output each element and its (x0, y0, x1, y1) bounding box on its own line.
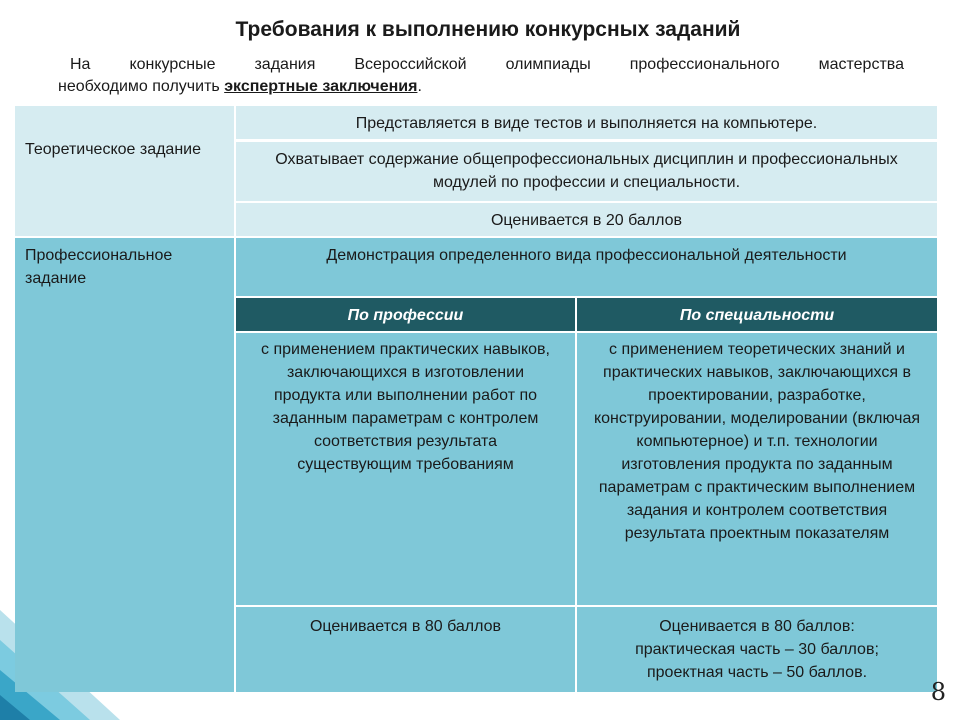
intro-line-1: На конкурсные задания Всероссийской олимпиады профессионального мастерства (70, 56, 904, 73)
page-number: 8 (930, 678, 946, 706)
theory-format-cell: Представляется в виде тестов и выполняется на компьютере. (236, 106, 937, 139)
theory-label-cell (15, 106, 234, 236)
profession-score-cell: Оценивается в 80 баллов (236, 607, 575, 692)
intro-paragraph (58, 54, 904, 98)
theory-label: Теоретическое задание (25, 141, 201, 158)
intro-line-2: необходимо получить экспертные заключения. (58, 78, 422, 95)
expert-conclusions-text: экспертные заключения (224, 78, 418, 95)
profession-description-cell: с применением практических навыков, заключающихся в изготовлении продукта или выполнении работ по заданным параметрам с контролем соответствия результата существующим требованиям (236, 333, 575, 605)
professional-label-cell (15, 238, 234, 692)
specialty-description-cell: с применением теоретических знаний и практических навыков, заключающихся в проектировании, разработке, конструировании, моделировании (включая компьютерное) и т.п. технологии изготовления продукта по заданным параметрам с практическим выполнением задания и контролем соответствия результата проектным показателям (577, 333, 937, 605)
column-header-specialty: По специальности (577, 298, 937, 331)
theory-score-cell: Оценивается в 20 баллов (236, 203, 937, 236)
page-title: Требования к выполнению конкурсных заданий (235, 18, 741, 41)
specialty-score-cell: Оценивается в 80 баллов: практическая часть – 30 баллов; проектная часть – 50 баллов. (577, 607, 937, 692)
professional-description-cell: Демонстрация определенного вида профессиональной деятельности (236, 238, 937, 296)
column-header-profession: По профессии (236, 298, 575, 331)
theory-content-cell: Охватывает содержание общепрофессиональных дисциплин и профессиональных модулей по профессии и специальности. (236, 142, 937, 201)
professional-label: Профессиональное задание (25, 247, 173, 287)
